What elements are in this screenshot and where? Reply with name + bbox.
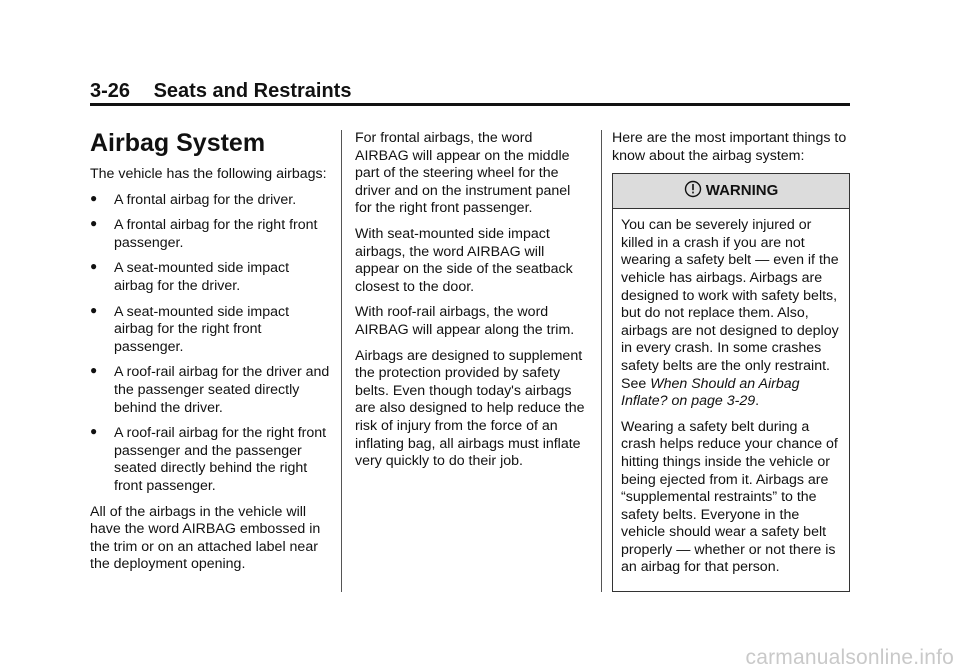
paragraph: With seat-mounted side impact airbags, the word AIRBAG will appear on the side of the seatback closest to the door. [355,225,573,295]
cross-reference-link[interactable]: When Should an Airbag Inflate? on page 3-29 [621,375,800,410]
intro-text: Here are the most important things to know about the airbag system: [612,130,847,164]
punctuation: . [755,393,760,410]
intro-text: The vehicle has the following airbags: [90,166,327,182]
bullet-icon: ● [90,363,98,378]
column-3 [612,130,852,592]
bullet-icon: ● [90,302,98,317]
warning-label: WARNING [705,182,779,200]
page-number: 3-26 [90,80,131,102]
list-item [90,260,330,295]
column-1 [90,128,330,582]
column-divider [341,130,342,592]
list-item [90,217,330,252]
section-title: Seats and Restraints [153,80,352,102]
list-item-text: A seat-mounted side impact airbag for the driver. [114,260,290,294]
bullet-icon: ● [90,190,98,205]
list-item-text: A seat-mounted side impact airbag for the right front passenger. [114,303,290,355]
page-header [90,80,351,103]
header-rule [90,103,850,106]
list-item-text: A roof-rail airbag for the driver and the passenger seated directly behind the driver. [114,364,330,416]
outro-text: All of the airbags in the vehicle will have the word AIRBAG embossed in the trim or on an attached label near the deployment opening. [90,503,321,573]
warning-body [613,209,849,591]
list-item [90,364,330,417]
list-item [90,425,330,495]
list-item-text: A frontal airbag for the driver. [114,191,297,208]
warning-box [612,173,850,592]
paragraph: Airbags are designed to supplement the protection provided by safety belts. Even though today's airbags are also designed to help reduce the risk of injury from the force of an inflating bag, all airbags must inflate very quickly to do their job. [355,347,585,470]
bullet-icon: ● [90,259,98,274]
column-2 [355,130,587,479]
warning-icon [684,180,702,203]
warning-header [613,174,849,209]
watermark: carmanualsonline.info [745,646,954,669]
paragraph: For frontal airbags, the word AIRBAG will appear on the middle part of the steering wheel for the driver and on the instrument panel for the right front passenger. [355,130,571,217]
list-item-text: A roof-rail airbag for the right front passenger and the passenger seated directly behind the right front passenger. [114,425,327,494]
list-item [90,304,330,357]
bullet-icon: ● [90,424,98,439]
column-divider [601,130,602,592]
warning-paragraph: Wearing a safety belt during a crash helps reduce your chance of hitting things inside the vehicle or being ejected from it. Airbags are “supplemental restraints” to the safety belts. Everyone in the vehicle should wear a safety belt properly — whether or not there is an airbag for that person. [621,418,838,576]
bullet-icon: ● [90,216,98,231]
warning-text: You can be severely injured or killed in a crash if you are not wearing a safety belt — even if the vehicle has airbags. Airbags are designed to work with safety belts, but do not replace them. Also, airbags are not designed to deploy in every crash. In some crashes safety belts are the only restraint. See [621,217,839,392]
list-item-text: A frontal airbag for the right front passenger. [114,217,318,251]
page-title: Airbag System [90,129,266,157]
list-item [90,192,330,210]
airbag-list [90,192,330,496]
paragraph: With roof-rail airbags, the word AIRBAG will appear along the trim. [355,304,575,338]
warning-paragraph [621,217,841,411]
